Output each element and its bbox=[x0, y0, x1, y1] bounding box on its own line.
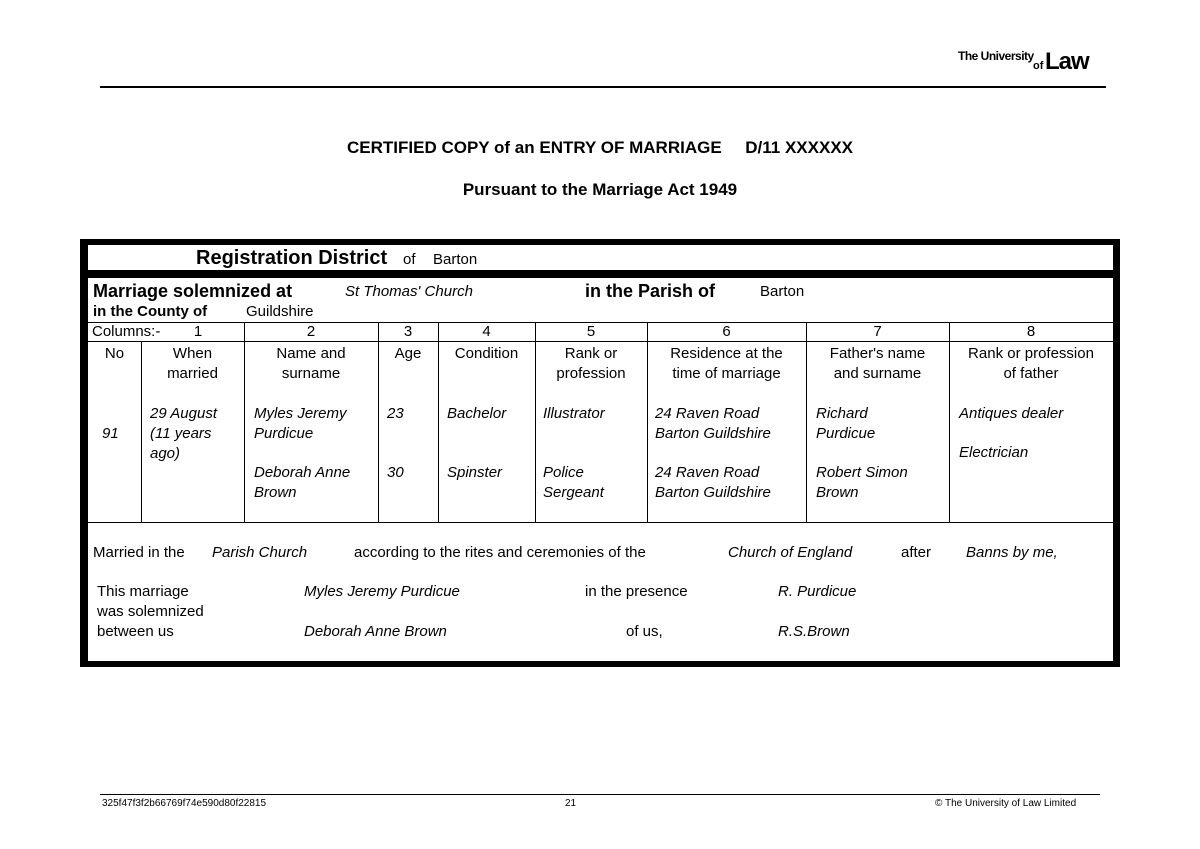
solemnized-place: St Thomas' Church bbox=[345, 283, 473, 300]
column-number: 1 bbox=[193, 323, 203, 340]
logo-line-university: The University bbox=[958, 49, 1034, 63]
entry-when-line2: (11 years bbox=[150, 425, 212, 442]
logo-line-law: Law bbox=[1045, 48, 1089, 75]
groom-residence-line1: 24 Raven Road bbox=[655, 405, 760, 422]
church-value: Church of England bbox=[728, 544, 853, 561]
after-label: after bbox=[901, 544, 932, 561]
footer-document-id: 325f47f3f2b66769f74e590d80f22815 bbox=[102, 798, 267, 809]
witness2-signature: R.S.Brown bbox=[778, 623, 850, 640]
column-number: 5 bbox=[586, 323, 596, 340]
parish-label: in the Parish of bbox=[585, 281, 716, 301]
entry-number: 91 bbox=[102, 425, 119, 442]
column-header-when: When married bbox=[167, 345, 218, 382]
between-line2: was solemnized bbox=[97, 603, 204, 620]
groom-name-line1: Myles Jeremy bbox=[254, 405, 347, 422]
district-of-label: of bbox=[403, 251, 416, 268]
bride-father-rank: Electrician bbox=[959, 444, 1029, 461]
logo-line-of: of bbox=[1033, 60, 1044, 72]
column-header-age: Age bbox=[394, 345, 422, 362]
groom-age: 23 bbox=[387, 405, 404, 422]
between-line3: between us bbox=[97, 623, 174, 640]
column-header-name: Name and surname bbox=[276, 345, 346, 382]
column-number: 7 bbox=[873, 323, 882, 340]
header-divider bbox=[100, 86, 1106, 88]
bride-rank-line1: Police bbox=[543, 464, 584, 481]
bride-residence-line1: 24 Raven Road bbox=[655, 464, 760, 481]
groom-rank: Illustrator bbox=[543, 405, 605, 422]
county-label: in the County of bbox=[93, 303, 208, 320]
solemnized-at-label: Marriage solemnized at bbox=[93, 281, 293, 301]
presence-label2: of us, bbox=[626, 623, 663, 640]
rites-label: according to the rites and ceremonies of the bbox=[354, 544, 646, 561]
bride-name-line1: Deborah Anne bbox=[254, 464, 351, 481]
column-number: 3 bbox=[403, 323, 413, 340]
entry-when-line3: ago) bbox=[150, 445, 181, 462]
registration-district-row bbox=[88, 245, 1113, 270]
bride-rank-line2: Sergeant bbox=[543, 484, 604, 501]
witness1-signature: R. Purdicue bbox=[778, 583, 857, 600]
parish-value: Barton bbox=[760, 283, 805, 300]
footer-divider bbox=[100, 794, 1100, 795]
column-header-rank: Rank or profession bbox=[556, 345, 626, 382]
column-number: 8 bbox=[1026, 323, 1036, 340]
bride-residence-line2: Barton Guildshire bbox=[655, 484, 771, 501]
marriage-entry-table bbox=[88, 278, 1113, 661]
bride-condition: Spinster bbox=[447, 464, 503, 481]
certificate-subtitle: Pursuant to the Marriage Act 1949 bbox=[462, 180, 738, 199]
university-of-law-logo bbox=[958, 46, 1103, 76]
column-number: 2 bbox=[306, 323, 316, 340]
banns-value: Banns by me, bbox=[966, 544, 1058, 561]
entry-when-line1: 29 August bbox=[150, 405, 217, 422]
county-value: Guildshire bbox=[246, 303, 314, 320]
bride-father-line2: Brown bbox=[816, 484, 859, 501]
groom-name-line2: Purdicue bbox=[254, 425, 314, 442]
column-header-residence: Residence at the time of marriage bbox=[670, 345, 783, 382]
registration-district-label: Registration District bbox=[196, 247, 388, 269]
column-number: 4 bbox=[482, 323, 491, 340]
district-value: Barton bbox=[433, 251, 478, 268]
between-line1: This marriage bbox=[97, 583, 189, 600]
groom-signature: Myles Jeremy Purdicue bbox=[304, 583, 460, 600]
groom-residence-line2: Barton Guildshire bbox=[655, 425, 771, 442]
bride-name-line2: Brown bbox=[254, 484, 297, 501]
columns-label: Columns:- bbox=[92, 323, 161, 340]
column-header-father-rank: Rank or profession of father bbox=[968, 345, 1094, 382]
column-number: 6 bbox=[722, 323, 731, 340]
presence-label1: in the presence bbox=[585, 583, 688, 600]
column-headers-row bbox=[88, 344, 1113, 384]
bride-age: 30 bbox=[387, 464, 404, 481]
married-in-label: Married in the bbox=[93, 544, 185, 561]
column-header-no: No bbox=[104, 345, 125, 362]
groom-father-line1: Richard bbox=[816, 405, 868, 422]
footer-page-number: 21 bbox=[565, 798, 577, 809]
column-header-father: Father's name and surname bbox=[829, 345, 926, 382]
groom-father-rank: Antiques dealer bbox=[959, 405, 1064, 422]
groom-father-line2: Purdicue bbox=[816, 425, 876, 442]
column-numbers-row bbox=[88, 322, 1113, 341]
bride-signature: Deborah Anne Brown bbox=[304, 623, 447, 640]
rule-entry-bottom bbox=[88, 522, 1113, 523]
footer-copyright: © The University of Law Limited bbox=[935, 798, 1077, 809]
groom-condition: Bachelor bbox=[447, 405, 507, 422]
certificate-title: CERTIFIED COPY of an ENTRY OF MARRIAGE D/11 XXXXXX bbox=[347, 138, 853, 157]
column-header-condition: Condition bbox=[454, 345, 519, 362]
married-place: Parish Church bbox=[212, 544, 308, 561]
bride-father-line1: Robert Simon bbox=[816, 464, 908, 481]
